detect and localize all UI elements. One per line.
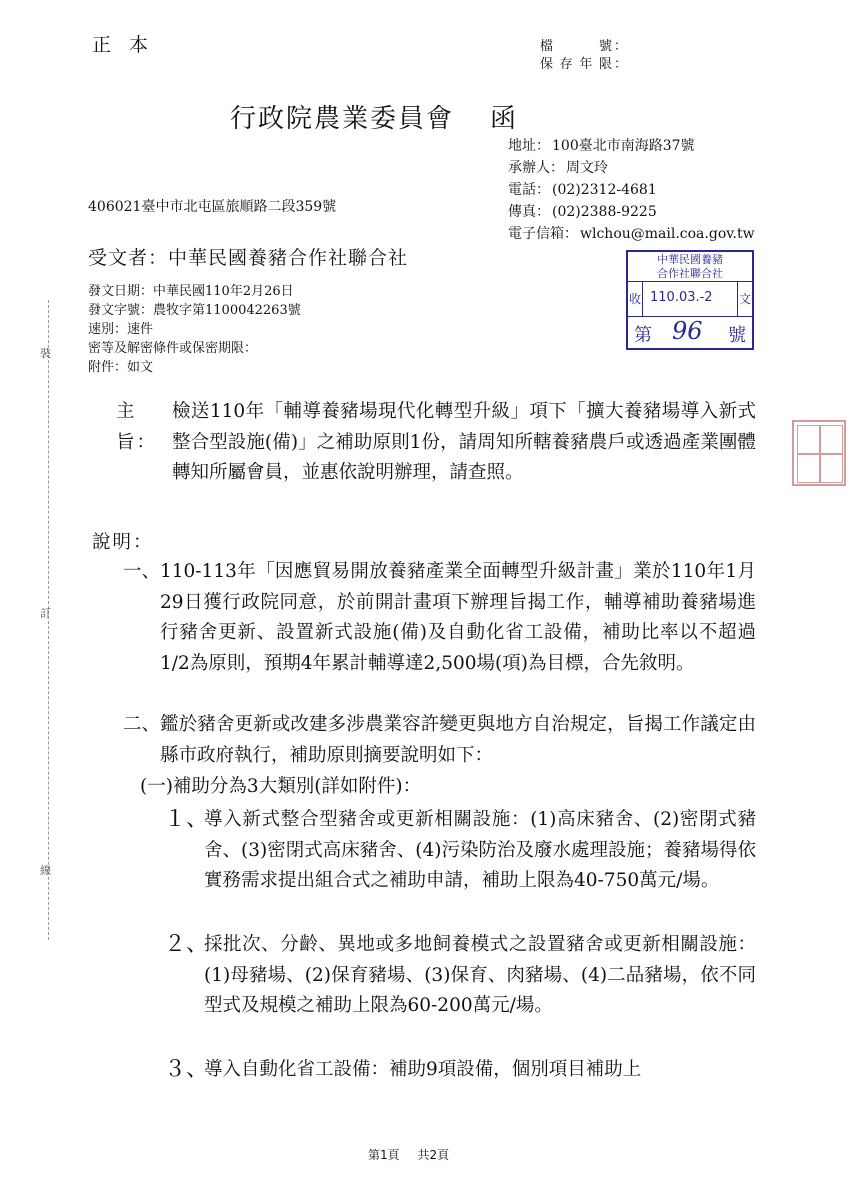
subject-label: 主旨： (116, 401, 158, 453)
recipient: 受文者：中華民國養豬合作社聯合社 (88, 247, 409, 269)
contact-fax-value: (02)2388-9225 (552, 204, 657, 220)
description-label: 說明： (92, 532, 154, 553)
contact-phone-value: (02)2312-4681 (552, 182, 657, 198)
retention-value: ： (614, 57, 628, 72)
contact-handler-value: 周文玲 (566, 160, 608, 176)
sub-heading: (一)補助分為3大類別(詳如附件)： (140, 776, 422, 797)
sub-item-number: ３、 (164, 1057, 209, 1082)
contact-handler (508, 157, 830, 179)
confidentiality: 密等及解密條件或保密期限： (88, 341, 258, 356)
official-seal-icon (792, 420, 846, 486)
recipient-address: 406021臺中市北屯區旅順路二段359號 (88, 199, 337, 215)
contact-email-label: 電子信箱： (508, 226, 578, 242)
sub-item-text: 導入自動化省工設備：補助9項設備，個別項目補助上 (204, 1059, 642, 1080)
binding-mark-xian: 線 (40, 864, 51, 877)
copy-mark: 正本 (92, 34, 167, 56)
file-number-row (540, 38, 627, 56)
subject-text: 檢送110年「輔導養豬場現代化轉型升級」項下「擴大養豬場導入新式整合型設施(備)」之補助原則1份，請周知所轄養豬農戶或透過產業團體轉知所屬會員，並惠依說明辦理，請查照。 (172, 401, 756, 483)
stamp-number-row (628, 316, 752, 349)
description-item (116, 710, 756, 771)
item-text: 110-113年「因應貿易開放養豬產業全面轉型升級計畫」業於110年1月29日獲行政院同意，於前開計畫項下辦理旨揭工作，輔導補助養豬場進行豬舍更新、設置新式設施(備)及自動化省工設備，補助比率以不超過1/2為原則，預期4年累計輔導達2,500場(項)為目標，合先敘明。 (160, 561, 756, 674)
sub-item (164, 805, 756, 897)
title-org: 行政院農業委員會 (230, 104, 455, 134)
urgency: 速別：速件 (88, 322, 154, 337)
stamp-wen: 文 (737, 282, 752, 316)
description-item (116, 557, 756, 679)
receipt-stamp (626, 250, 754, 350)
sub-item-number: １、 (164, 807, 209, 832)
retention-row (540, 56, 627, 74)
contact-phone-label: 電話： (508, 182, 550, 198)
stamp-hao: 號 (728, 325, 746, 346)
issue-date: 發文日期：中華民國110年2月26日 (88, 284, 294, 299)
contact-address-label: 地址： (508, 138, 550, 154)
issue-meta (88, 282, 301, 377)
contact-handler-label: 承辦人： (508, 160, 564, 176)
contact-fax (508, 201, 830, 223)
binding-mark-zhuang: 裝 (40, 347, 51, 360)
sub-item-number: ２、 (164, 932, 209, 957)
contact-fax-label: 傳真： (508, 204, 550, 220)
contact-email (508, 223, 830, 245)
binding-mark-ding: 訂 (40, 607, 51, 620)
page-total: 共2頁 (417, 1148, 450, 1162)
stamp-recv: 收 (628, 282, 643, 316)
page-number: 第1頁 (368, 1148, 400, 1162)
attachment: 附件：如文 (88, 360, 154, 375)
stamp-di: 第 (634, 325, 652, 346)
file-meta (540, 38, 627, 74)
contact-address-value: 100臺北市南海路37號 (552, 138, 695, 154)
stamp-org-line2: 合作社聯合社 (657, 267, 723, 280)
stamp-org-line1: 中華民國養豬 (657, 253, 723, 266)
item-number: 一、 (122, 561, 160, 582)
file-number-label: 檔號 (540, 39, 612, 54)
issue-number: 發文字號：農牧字第1100042263號 (88, 303, 301, 318)
sub-item-text: 採批次、分齡、異地或多地飼養模式之設置豬舍或更新相關設施：(1)母豬場、(2)保育豬場、(3)保育、肉豬場、(4)二品豬場，依不同型式及規模之補助上限為60-200萬元/場。 (204, 934, 756, 1016)
stamp-date: 110.03.-2 (650, 290, 713, 305)
sub-item (164, 1055, 756, 1086)
contact-address (508, 135, 830, 157)
page-footer (368, 1146, 449, 1163)
title-doc-type: 函 (490, 104, 519, 134)
contact-phone (508, 179, 830, 201)
file-number-value: ： (614, 39, 628, 54)
item-text: 鑑於豬舍更新或改建多涉農業容許變更與地方自治規定，旨揭工作議定由縣市政府執行，補助原則摘要說明如下： (160, 714, 756, 766)
stamp-org (628, 252, 752, 282)
sub-item-text: 導入新式整合型豬舍或更新相關設施：(1)高床豬舍、(2)密閉式豬舍、(3)密閉式高床豬舍、(4)污染防治及廢水處理設施；養豬場得依實務需求提出組合式之補助申請，補助上限為40-750萬元/場。 (204, 809, 756, 891)
contact-email-value: wlchou@mail.coa.gov.tw (580, 226, 755, 242)
stamp-number: 96 (672, 317, 703, 345)
sub-item (164, 930, 756, 1022)
item-number: 二、 (122, 714, 160, 735)
retention-label: 保存年限 (540, 57, 612, 72)
subject (116, 397, 756, 489)
contact-block (508, 135, 830, 245)
document-title (230, 98, 518, 135)
